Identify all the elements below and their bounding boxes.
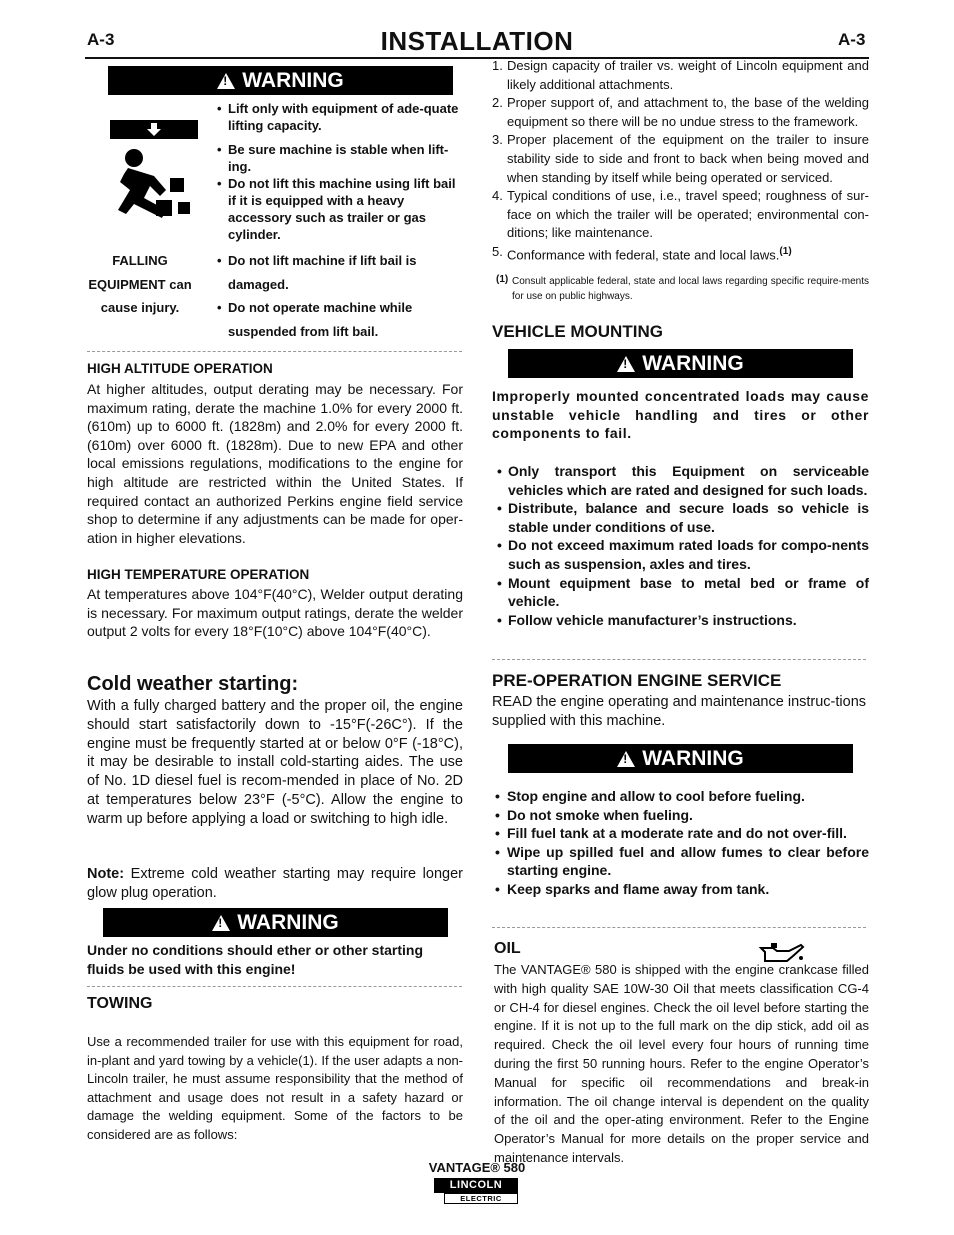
lifting-warning-item: • Do not lift this machine using lift bail if it is equipped with a heavy accessory such as trailer or gas cylinder. — [214, 175, 466, 243]
cold-weather-warning-banner — [103, 908, 448, 937]
warning-label: WARNING — [642, 746, 744, 770]
fuel-warning-item: • Keep sparks and flame away from tank. — [492, 880, 869, 899]
lifting-warning-list — [214, 100, 466, 243]
falling-caption-line: EQUIPMENT can — [88, 276, 192, 292]
lifting-warning-item: • Lift only with equipment of ade-quate lifting capacity. — [214, 100, 466, 134]
page-title: INSTALLATION — [380, 26, 574, 56]
fuel-warning-list — [492, 787, 869, 899]
lifting-warning-banner — [108, 66, 453, 95]
falling-caption-line: FALLING — [112, 253, 168, 268]
section-divider — [492, 927, 866, 928]
lifting-warning-item: • Do not operate machine while suspended from lift bail. — [214, 296, 466, 343]
warning-triangle-icon — [617, 356, 635, 372]
fuel-warning-item: • Stop engine and allow to cool before fueling. — [492, 787, 869, 806]
warning-triangle-icon — [212, 915, 230, 931]
high-altitude-body: At higher altitudes, output derating may be necessary. For maximum rating, derate the machine 1.0% for every 2000 ft. (610m) up to 6000 ft. (1828m) and 2.0% for every 2000 ft. (610m) over 6000 ft. (1828m). Due to new EPA and other local emissions regulations, modifications to the engine for high altitude are restricted within the United States. If required contact an authorized Perkins engine field service shop to determine if any adjustments can be made for oper-ation in higher elevations. — [87, 381, 463, 546]
fuel-warning-item: • Fill fuel tank at a moderate rate and do not over-fill. — [492, 824, 869, 843]
note-text: Extreme cold weather starting may require longer glow plug operation. — [87, 866, 463, 901]
oil-heading: OIL — [494, 940, 521, 957]
high-altitude-heading: HIGH ALTITUDE OPERATION — [87, 361, 273, 376]
warning-triangle-icon — [617, 751, 635, 767]
vehicle-warning-lead: Improperly mounted concentrated loads may cause unstable vehicle handling and tires or other components to fail. — [492, 388, 869, 442]
high-temperature-heading: HIGH TEMPERATURE OPERATION — [87, 567, 310, 582]
towing-heading: TOWING — [87, 995, 153, 1012]
falling-caption — [84, 249, 196, 320]
footnote-mark: (1) — [496, 274, 509, 285]
towing-factor: 2. Proper support of, and attachment to, the base of the welding equipment so there will be no undue stress to the framework. — [492, 95, 869, 129]
warning-label: WARNING — [237, 910, 339, 934]
cold-weather-warning-text: Under no conditions should ether or other starting fluids be used with this engine! — [87, 942, 424, 977]
vehicle-mounting-heading: VEHICLE MOUNTING — [492, 322, 663, 341]
fuel-warning-item: • Wipe up spilled fuel and allow fumes to clear before starting engine. — [492, 843, 869, 880]
vehicle-warning-item: • Mount equipment base to metal bed or frame of vehicle. — [494, 574, 869, 611]
lincoln-electric-logo — [432, 1178, 524, 1206]
warning-label: WARNING — [642, 351, 744, 375]
cold-weather-body: With a fully charged battery and the proper oil, the engine should start satisfactorily down to -15°F(-26C°). If the engine must be frequently started at or below 0°F (-18°C), it may be desirable to install cold-starting aides. The use of No. 1D diesel fuel is recom-mended in place of No. 2D at temperatures below 23°F (-5°C). Allow the engine to warm up before applying a load or switching to high idle. — [87, 698, 463, 827]
warning-triangle-icon — [217, 73, 235, 89]
towing-body: Use a recommended trailer for use with this equipment for road, in-plant and yard towing by a vehicle(1). If the user adapts a non-Lincoln trailer, he must assume responsibility that the method of attachment and usage does not result in a safety hazard or damage the welding equipment. Some of the factors to be considered are as follows: — [87, 1034, 463, 1142]
vehicle-warning-banner — [508, 349, 853, 378]
warning-label: WARNING — [242, 68, 344, 92]
pre-operation-body: READ the engine operating and maintenance instruc-tions supplied with this machine. — [492, 694, 867, 729]
high-temperature-body: At temperatures above 104°F(40°C), Welder output derating is necessary. For maximum output ratings, derate the welder output 2 volts for every 18°F(10°C) above 104°F(40°C). — [87, 586, 463, 640]
footnote-text: Consult applicable federal, state and local laws regarding specific require-ments for use on public highways. — [512, 276, 869, 302]
falling-caption-line: cause injury. — [100, 300, 180, 315]
vehicle-warning-item: • Follow vehicle manufacturer’s instructions. — [494, 611, 869, 630]
cold-weather-heading: Cold weather starting: — [87, 673, 299, 695]
vehicle-warning-item: • Do not exceed maximum rated loads for compo-nents such as suspension, axles and tires. — [494, 536, 869, 573]
oil-body: The VANTAGE® 580 is shipped with the engine crankcase filled with high quality SAE 10W-30 Oil that meets classification CG-4 or CH-4 for diesel engines. Check the oil level before starting the engine. If it is not up to the full mark on the dip stick, add oil as required. Check the oil level every four hours of running time during the first 50 running hours. Refer to the engine Operator’s Manual for specific oil recommendations and break-in information. The oil change interval is dependent on the quality of the oil and the oper-ating environment. Refer to the Engine Operator’s Manual for more details on the proper service and maintenance intervals. — [494, 962, 869, 1165]
cold-weather-note — [87, 865, 463, 903]
lifting-warning-item: • Do not lift machine if lift bail is damaged. — [214, 249, 466, 296]
towing-factor: 5. Conformance with federal, state and local laws.$^{(1)}$ — [492, 243, 792, 263]
vehicle-warning-item: • Distribute, balance and secure loads so vehicle is stable under conditions of use. — [494, 499, 869, 536]
pre-operation-heading: PRE-OPERATION ENGINE SERVICE — [492, 671, 782, 690]
lifting-warning-item: • Be sure machine is stable when lift-ing. — [214, 141, 466, 175]
fuel-warning-banner — [508, 744, 853, 773]
towing-factor: 4. Typical conditions of use, i.e., travel speed; roughness of sur-face on which the trailer will be operated; environmental con-ditions; like maintenance. — [492, 188, 869, 241]
vehicle-warning-list — [494, 462, 869, 629]
section-divider — [87, 351, 462, 352]
fuel-warning-item: • Do not smoke when fueling. — [492, 806, 869, 825]
footer-model: VANTAGE® 580 — [428, 1160, 526, 1175]
towing-footnote — [496, 274, 869, 304]
logo-bottom: ELECTRIC — [444, 1193, 518, 1204]
towing-factor: 3. Proper placement of the equipment on the trailer to insure stability side to side and front to back when being moved and when standing by itself while being operated or serviced. — [492, 132, 869, 185]
section-divider — [87, 986, 462, 987]
towing-factors-list — [492, 57, 869, 265]
towing-factor: 1. Design capacity of trailer vs. weight of Lincoln equipment and likely additional attachments. — [492, 58, 869, 92]
page-code-right: A-3 — [838, 30, 866, 49]
falling-equipment-icon — [108, 118, 200, 230]
footnote-ref: (1) — [779, 245, 792, 257]
section-divider — [492, 659, 866, 660]
vehicle-warning-item: • Only transport this Equipment on serviceable vehicles which are rated and designed for such loads. — [494, 462, 869, 499]
page-code-left: A-3 — [87, 30, 115, 49]
logo-top: LINCOLN — [434, 1178, 518, 1193]
lifting-warning-list-lower — [214, 249, 466, 343]
note-label: Note: — [87, 866, 125, 882]
